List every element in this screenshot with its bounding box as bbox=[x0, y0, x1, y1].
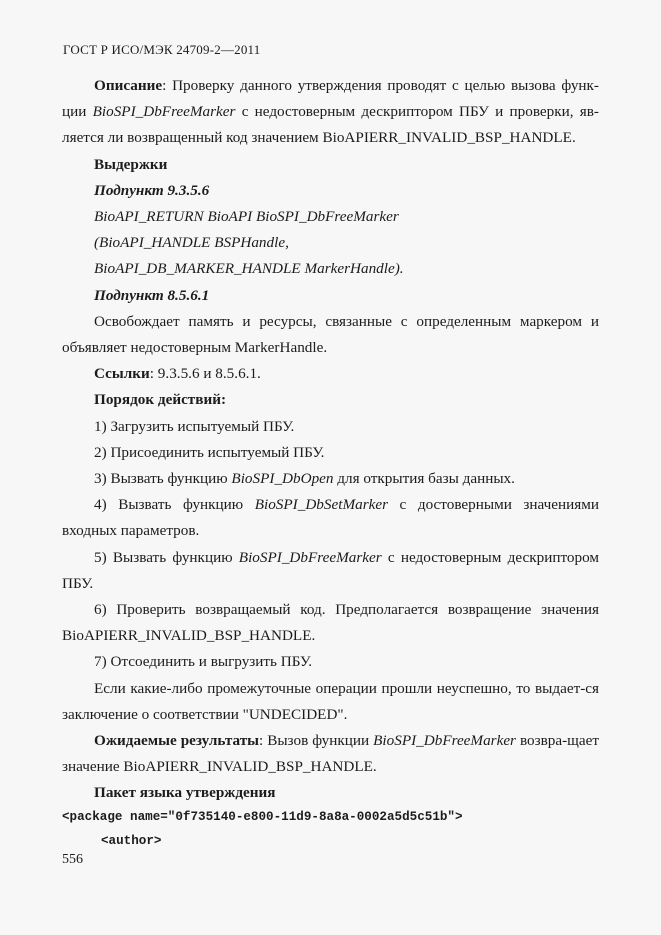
procedure-step-4 bbox=[62, 492, 599, 544]
step-4-text-end: с достоверными значениями входных параметров. bbox=[62, 496, 599, 540]
procedure-step-3 bbox=[62, 466, 599, 492]
step-4-text: 4) Вызвать функцию bbox=[94, 496, 255, 514]
expected-results-paragraph bbox=[62, 728, 599, 780]
step-5-text-end: с недостоверным дескриптором ПБУ. bbox=[62, 548, 599, 592]
expected-text-2: возвра-щает значение BioAPIERR_INVALID_BSP_HANDLE. bbox=[62, 732, 599, 776]
step-4-function: BioSPI_DbSetMarker bbox=[254, 496, 388, 514]
references-paragraph bbox=[62, 361, 599, 387]
expected-label: Ожидаемые результаты bbox=[94, 732, 260, 750]
document-body bbox=[62, 73, 599, 807]
excerpts-heading: Выдержки bbox=[94, 155, 168, 173]
code-line-author: <author> bbox=[101, 834, 162, 848]
procedure-step-1: 1) Загрузить испытуемый ПБУ. bbox=[94, 417, 295, 435]
subclause-9-3-5-6: Подпункт 9.3.5.6 bbox=[94, 181, 210, 199]
standard-header: ГОСТ Р ИСО/МЭК 24709-2—2011 bbox=[63, 42, 261, 57]
description-paragraph bbox=[62, 73, 599, 152]
procedure-heading: Порядок действий: bbox=[94, 391, 227, 409]
signature-line-1: BioAPI_RETURN BioAPI BioSPI_DbFreeMarker bbox=[94, 208, 399, 226]
code-line-package: <package name="0f735140-e800-11d9-8a8a-0002a5d5c51b"> bbox=[62, 810, 463, 824]
description-text-2: с недостоверным дескриптором ПБУ и проверки, яв-ляется ли возвращенный код значением BioAPIERR_INVALID_BSP_HANDLE. bbox=[62, 103, 599, 147]
signature-line-2: (BioAPI_HANDLE BSPHandle, bbox=[94, 234, 289, 252]
signature-line-3: BioAPI_DB_MARKER_HANDLE MarkerHandle). bbox=[94, 260, 404, 278]
subclause-8-5-6-1-text: Освобождает память и ресурсы, связанные с определенным маркером и объявляет недостоверным MarkerHandle. bbox=[62, 312, 599, 357]
package-heading: Пакет языка утверждения bbox=[94, 784, 276, 802]
procedure-step-2: 2) Присоединить испытуемый ПБУ. bbox=[94, 443, 325, 461]
step-3-text-end: для открытия базы данных. bbox=[333, 470, 515, 488]
page-number: 556 bbox=[62, 852, 83, 867]
subclause-8-5-6-1: Подпункт 8.5.6.1 bbox=[94, 286, 210, 304]
step-5-function: BioSPI_DbFreeMarker bbox=[238, 548, 382, 566]
expected-text-1: : Вызов функции bbox=[259, 732, 374, 750]
procedure-step-5 bbox=[62, 545, 599, 597]
expected-function: BioSPI_DbFreeMarker bbox=[373, 732, 516, 750]
procedure-note: Если какие-либо промежуточные операции прошли неуспешно, то выдает-ся заключение о соответствии "UNDECIDED". bbox=[62, 679, 599, 723]
step-3-function: BioSPI_DbOpen bbox=[231, 470, 334, 488]
description-text-1: : Проверку данного утверждения проводят с целью вызова функ-ции bbox=[62, 77, 599, 121]
procedure-step-7: 7) Отсоединить и выгрузить ПБУ. bbox=[94, 653, 312, 671]
step-3-text: 3) Вызвать функцию bbox=[94, 470, 232, 488]
references-label: Ссылки bbox=[94, 365, 150, 383]
description-function: BioSPI_DbFreeMarker bbox=[92, 103, 236, 121]
assertion-code-block bbox=[62, 805, 463, 853]
description-label: Описание bbox=[94, 77, 163, 94]
procedure-step-6: 6) Проверить возвращаемый код. Предполагается возвращение значения BioAPIERR_INVALID_BSP_HANDLE. bbox=[62, 601, 599, 645]
references-text: : 9.3.5.6 и 8.5.6.1. bbox=[149, 365, 261, 383]
step-5-text: 5) Вызвать функцию bbox=[94, 548, 239, 566]
